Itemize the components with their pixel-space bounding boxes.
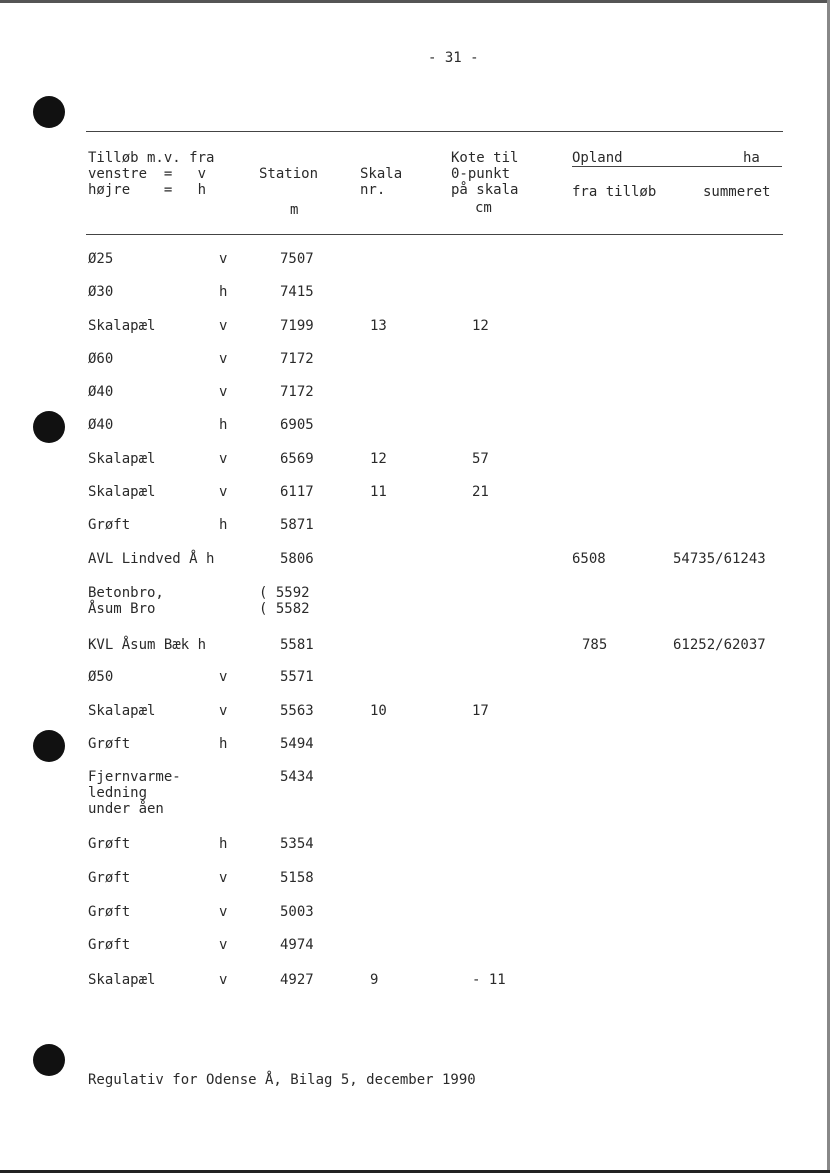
row-skala: 12 [370,451,387,467]
header-skala-nr: nr. [360,182,386,198]
row-side: h [219,517,228,533]
row-station: 5003 [280,904,314,920]
row-side: v [219,384,228,400]
row-station: 5581 [280,637,314,653]
row-station: 5871 [280,517,314,533]
header-station-unit: m [290,202,299,218]
row-station: 6905 [280,417,314,433]
row-skala: 9 [370,972,379,988]
row-fra-tilloeb: 6508 [572,551,606,567]
row-name: Grøft [88,937,131,953]
row-station: 5806 [280,551,314,567]
opland-underline [572,166,782,167]
row-station: 5563 [280,703,314,719]
header-fra-tilloeb: fra tilløb [572,184,657,200]
row-side: v [219,351,228,367]
row-station: 7172 [280,351,314,367]
row-station: 5354 [280,836,314,852]
row-side: h [219,284,228,300]
row-name: Skalapæl [88,318,156,334]
row-side: h [219,836,228,852]
row-side: h [219,736,228,752]
row-station: 7507 [280,251,314,267]
header-ha: ha [743,150,760,166]
row-station: 6117 [280,484,314,500]
header-skala: Skala [360,166,403,182]
row-station: 5494 [280,736,314,752]
row-side: v [219,669,228,685]
row-kote: 21 [472,484,489,500]
row-station: ( 5592 ( 5582 [259,585,310,617]
row-side: v [219,904,228,920]
row-name: KVL Åsum Bæk h [88,637,207,653]
row-name: Ø40 [88,417,114,433]
header-bottom-rule [86,234,783,235]
row-name: Ø60 [88,351,114,367]
header-paa-skala: på skala [451,182,519,198]
header-kote: Kote til [451,150,519,166]
row-station: 7415 [280,284,314,300]
header-summeret: summeret [703,184,771,200]
scan-edge-top [0,0,830,3]
row-side: h [219,417,228,433]
row-station: 4974 [280,937,314,953]
row-name: Ø50 [88,669,114,685]
row-skala: 10 [370,703,387,719]
header-venstre: venstre = v [88,166,207,182]
row-summeret: 61252/62037 [673,637,766,653]
header-0-punkt: 0-punkt [451,166,511,182]
punch-hole [33,96,65,128]
row-side: v [219,451,228,467]
row-station: 5158 [280,870,314,886]
row-station: 5571 [280,669,314,685]
row-station: 6569 [280,451,314,467]
row-name: AVL Lindved Å h [88,551,215,567]
header-top-rule [86,131,783,132]
row-kote: 12 [472,318,489,334]
row-kote: 17 [472,703,489,719]
header-cm: cm [475,200,492,216]
row-summeret: 54735/61243 [673,551,766,567]
punch-hole [33,730,65,762]
row-station: 5434 [280,769,314,785]
row-name: Grøft [88,904,131,920]
row-skala: 13 [370,318,387,334]
punch-hole [33,411,65,443]
header-opland: Opland [572,150,623,166]
row-skala: 11 [370,484,387,500]
row-side: v [219,251,228,267]
row-name: Betonbro, Åsum Bro [88,585,164,617]
row-side: v [219,318,228,334]
row-side: v [219,703,228,719]
row-name: Grøft [88,736,131,752]
row-name: Fjernvarme- ledning under åen [88,769,181,817]
row-name: Grøft [88,836,131,852]
row-side: v [219,870,228,886]
row-name: Skalapæl [88,703,156,719]
row-kote: - 11 [472,972,506,988]
row-name: Skalapæl [88,484,156,500]
row-name: Ø30 [88,284,114,300]
footer: Regulativ for Odense Å, Bilag 5, december 1990 [88,1072,476,1088]
row-name: Skalapæl [88,451,156,467]
header-station: Station [259,166,319,182]
row-name: Ø25 [88,251,114,267]
row-name: Ø40 [88,384,114,400]
row-name: Grøft [88,870,131,886]
page-number: - 31 - [428,50,479,66]
row-station: 7199 [280,318,314,334]
row-kote: 57 [472,451,489,467]
row-fra-tilloeb: 785 [582,637,608,653]
row-side: v [219,484,228,500]
row-side: v [219,972,228,988]
row-name: Skalapæl [88,972,156,988]
header-hoejre: højre = h [88,182,207,198]
row-name: Grøft [88,517,131,533]
punch-hole [33,1044,65,1076]
row-station: 7172 [280,384,314,400]
row-station: 4927 [280,972,314,988]
row-side: v [219,937,228,953]
header-tilloeb: Tilløb m.v. fra [88,150,215,166]
